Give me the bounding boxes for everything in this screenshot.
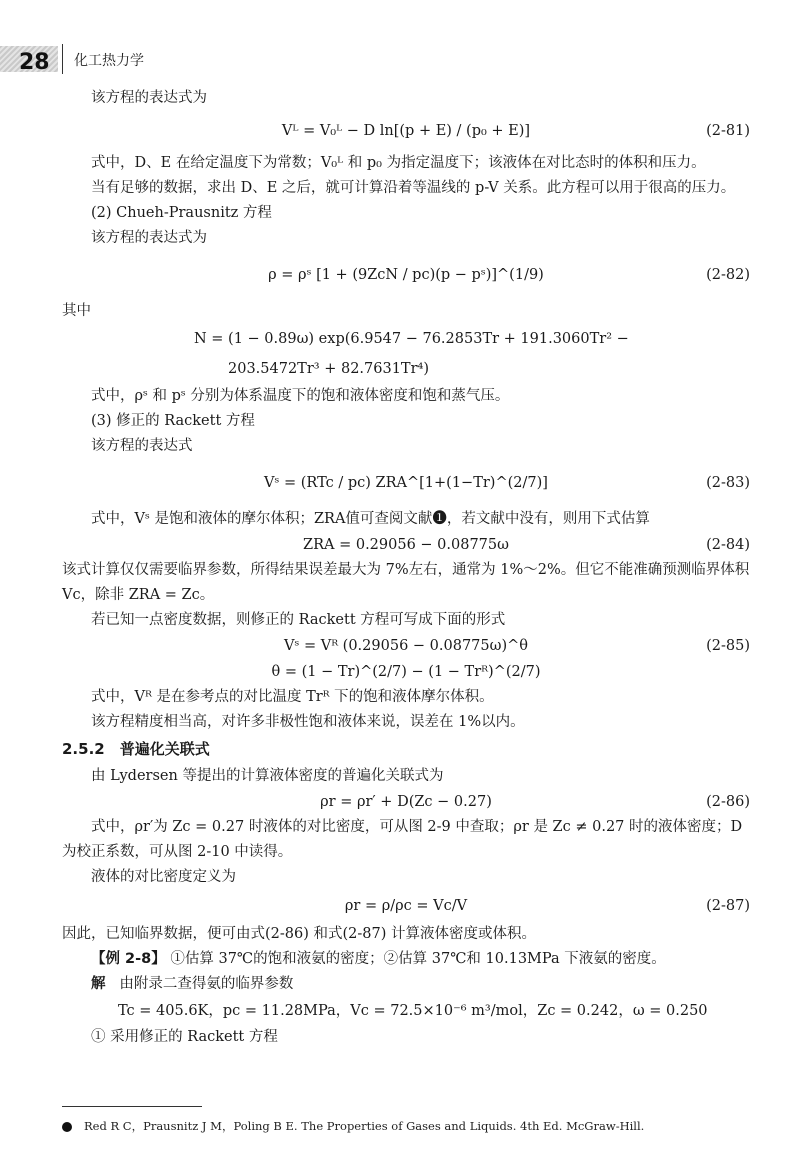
section-heading: 2.5.2 普遍化关联式	[62, 740, 210, 758]
equation-number: (2-84)	[706, 537, 750, 553]
page-header	[0, 40, 812, 80]
paragraph: 式中，ρr′为 Zc = 0.27 时液体的对比密度，可从图 2-9 中查取；ρr 是 Zc ≠ 0.27 时的液体密度；D 为校正系数，可从图 2-10 中读得。	[62, 819, 743, 860]
equation-body: Vᴸ = V₀ᴸ − D ln[(p + E) / (p₀ + E)]	[281, 123, 531, 139]
equation-body: Vˢ = Vᴿ (0.29056 − 0.08775ω)^θ	[284, 638, 528, 654]
solution-paragraph	[62, 972, 750, 997]
paragraph: 该方程精度相当高，对许多非极性饱和液体来说，误差在 1%以内。	[91, 714, 525, 730]
paragraph: 其中	[62, 303, 91, 319]
equation-2-85	[62, 633, 750, 659]
footnote-text: Red R C，Prausnitz J M，Poling B E. The Properties of Gases and Liquids. 4th Ed. McGraw-Hill.	[84, 1119, 645, 1133]
paragraph: 因此，已知临界数据，便可由式(2-86) 和式(2-87) 计算液体密度或体积。	[62, 926, 536, 942]
footnote-marker-icon	[62, 1122, 72, 1132]
equation-number: (2-83)	[706, 475, 750, 491]
equation-body: ρr = ρr′ + D(Zc − 0.27)	[320, 794, 492, 810]
equation-theta	[62, 659, 750, 685]
example-label: 【例 2-8】	[91, 951, 166, 967]
critical-parameters: Tc = 405.6K，pc = 11.28MPa，Vc = 72.5×10⁻⁶ m³/mol，Zc = 0.242，ω = 0.250	[118, 1003, 708, 1019]
paragraph: 当有足够的数据，求出 D、E 之后，就可计算沿着等温线的 p-V 关系。此方程可以用于很高的压力。	[91, 180, 736, 196]
subsection-title: (2) Chueh-Prausnitz 方程	[91, 205, 272, 221]
equation-N-line2: 203.5472Tr³ + 82.7631Tr⁴)	[228, 361, 430, 377]
page-number: 28	[19, 50, 50, 75]
equation-number: (2-85)	[706, 638, 750, 654]
footnote-divider	[62, 1106, 202, 1107]
footnote	[62, 1118, 644, 1134]
equation-2-81	[62, 111, 750, 151]
equation-2-82	[62, 251, 750, 299]
equation-2-83	[62, 459, 750, 507]
paragraph: 该方程的表达式为	[91, 230, 207, 246]
paragraph: 该方程的表达式为	[91, 90, 207, 106]
equation-body: Vˢ = (RTc / pc) ZRA^[1+(1−Tr)^(2/7)]	[264, 475, 548, 491]
equation-body: θ = (1 − Tr)^(2/7) − (1 − Trᴿ)^(2/7)	[271, 664, 541, 680]
equation-number: (2-86)	[706, 794, 750, 810]
paragraph: 式中，ρˢ 和 pˢ 分别为体系温度下的饱和液体密度和饱和蒸气压。	[91, 388, 510, 404]
example-paragraph	[62, 947, 750, 972]
paragraph: 由 Lydersen 等提出的计算液体密度的普遍化关联式为	[91, 768, 444, 784]
page-number-bar	[0, 46, 58, 75]
equation-number: (2-87)	[706, 898, 750, 914]
equation-body: ρ = ρˢ [1 + (9ZcN / pc)(p − pˢ)]^(1/9)	[268, 267, 544, 283]
equation-number: (2-81)	[706, 123, 750, 139]
equation-number: (2-82)	[706, 267, 750, 283]
paragraph: 液体的对比密度定义为	[91, 869, 236, 885]
paragraph: 式中，Vˢ 是饱和液体的摩尔体积；ZRA值可查阅文献❶，若文献中没有，则用下式估算	[91, 511, 650, 527]
paragraph: ① 采用修正的 Rackett 方程	[91, 1029, 278, 1045]
solution-label: 解	[91, 976, 106, 992]
equation-2-86	[62, 789, 750, 815]
paragraph: 式中，D、E 在给定温度下为常数；V₀ᴸ 和 p₀ 为指定温度下；该液体在对比态时的体积和压力。	[91, 155, 706, 171]
paragraph: 若已知一点密度数据，则修正的 Rackett 方程可写成下面的形式	[91, 612, 506, 628]
equation-N-line1: N = (1 − 0.89ω) exp(6.9547 − 76.2853Tr + 191.3060Tr² −	[194, 331, 629, 347]
paragraph: 该方程的表达式	[91, 438, 193, 454]
subsection-title: (3) 修正的 Rackett 方程	[91, 413, 255, 429]
page-body	[62, 86, 750, 1050]
equation-body: ZRA = 0.29056 − 0.08775ω	[303, 537, 509, 553]
equation-2-84	[62, 532, 750, 558]
paragraph: 式中，Vᴿ 是在参考点的对比温度 Trᴿ 下的饱和液体摩尔体积。	[91, 689, 494, 705]
equation-2-87	[62, 890, 750, 922]
equation-body: ρr = ρ/ρc = Vc/V	[344, 898, 468, 914]
paragraph: 该式计算仅仅需要临界参数，所得结果误差最大为 7%左右，通常为 1%～2%。但它不能准确预测临界体积 Vc，除非 ZRA = Zc。	[62, 562, 750, 603]
solution-text: 由附录二查得氨的临界参数	[119, 976, 294, 992]
example-text: ①估算 37℃的饱和液氨的密度；②估算 37℃和 10.13MPa 下液氨的密度。	[170, 951, 666, 967]
book-title: 化工热力学	[74, 53, 144, 69]
header-divider	[62, 44, 63, 74]
